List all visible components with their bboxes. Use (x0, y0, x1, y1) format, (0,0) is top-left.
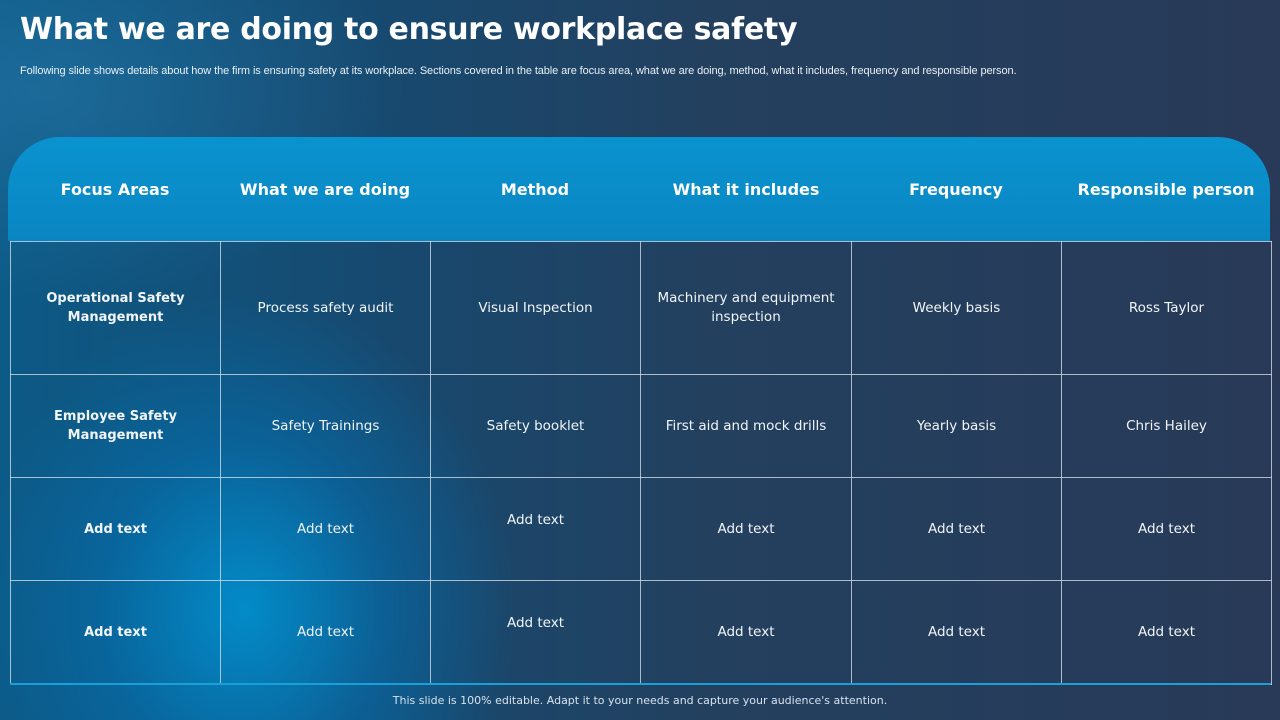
header-focus-areas: Focus Areas (60, 179, 170, 199)
cell-what-we-are-doing: Add text (221, 478, 431, 581)
cell-focus-area: Add text (11, 478, 221, 581)
cell-responsible-person: Add text (1062, 478, 1272, 581)
cell-focus-area: Add text (11, 581, 221, 685)
cell-frequency: Add text (852, 478, 1062, 581)
table-bottom-line (10, 683, 1271, 685)
cell-frequency: Add text (852, 581, 1062, 685)
cell-responsible-person: Ross Taylor (1062, 242, 1272, 375)
cell-what-we-are-doing: Process safety audit (221, 242, 431, 375)
header-what-it-includes: What it includes (672, 179, 820, 199)
header-frequency: Frequency (909, 179, 1003, 199)
cell-what-we-are-doing: Add text (221, 581, 431, 685)
table-header-bar (8, 137, 1270, 241)
header-what-we-are-doing: What we are doing (239, 179, 411, 199)
cell-what-it-includes: Add text (641, 581, 852, 685)
slide-subtitle: Following slide shows details about how the firm is ensuring safety at its workplace. Sections covered in the table are focus area, what we are doing, method, what it includes, frequency and responsible person. (20, 65, 1017, 77)
cell-method: Visual Inspection (431, 242, 641, 375)
cell-method: Add text (431, 581, 641, 685)
table-row (11, 478, 1272, 581)
slide-footer-note: This slide is 100% editable. Adapt it to your needs and capture your audience's attention. (392, 694, 888, 707)
cell-frequency: Weekly basis (852, 242, 1062, 375)
cell-focus-area: Employee Safety Management (11, 375, 221, 478)
safety-table (10, 241, 1272, 685)
table-row (11, 242, 1272, 375)
table-row (11, 375, 1272, 478)
header-responsible-person: Responsible person (1077, 179, 1255, 199)
cell-responsible-person: Chris Hailey (1062, 375, 1272, 478)
slide-title: What we are doing to ensure workplace safety (20, 12, 798, 47)
cell-method: Safety booklet (431, 375, 641, 478)
cell-what-it-includes: Machinery and equipment inspection (641, 242, 852, 375)
cell-responsible-person: Add text (1062, 581, 1272, 685)
cell-what-we-are-doing: Safety Trainings (221, 375, 431, 478)
table-row (11, 581, 1272, 685)
cell-what-it-includes: Add text (641, 478, 852, 581)
cell-frequency: Yearly basis (852, 375, 1062, 478)
cell-focus-area: Operational Safety Management (11, 242, 221, 375)
header-method: Method (500, 179, 570, 199)
cell-method: Add text (431, 478, 641, 581)
cell-what-it-includes: First aid and mock drills (641, 375, 852, 478)
